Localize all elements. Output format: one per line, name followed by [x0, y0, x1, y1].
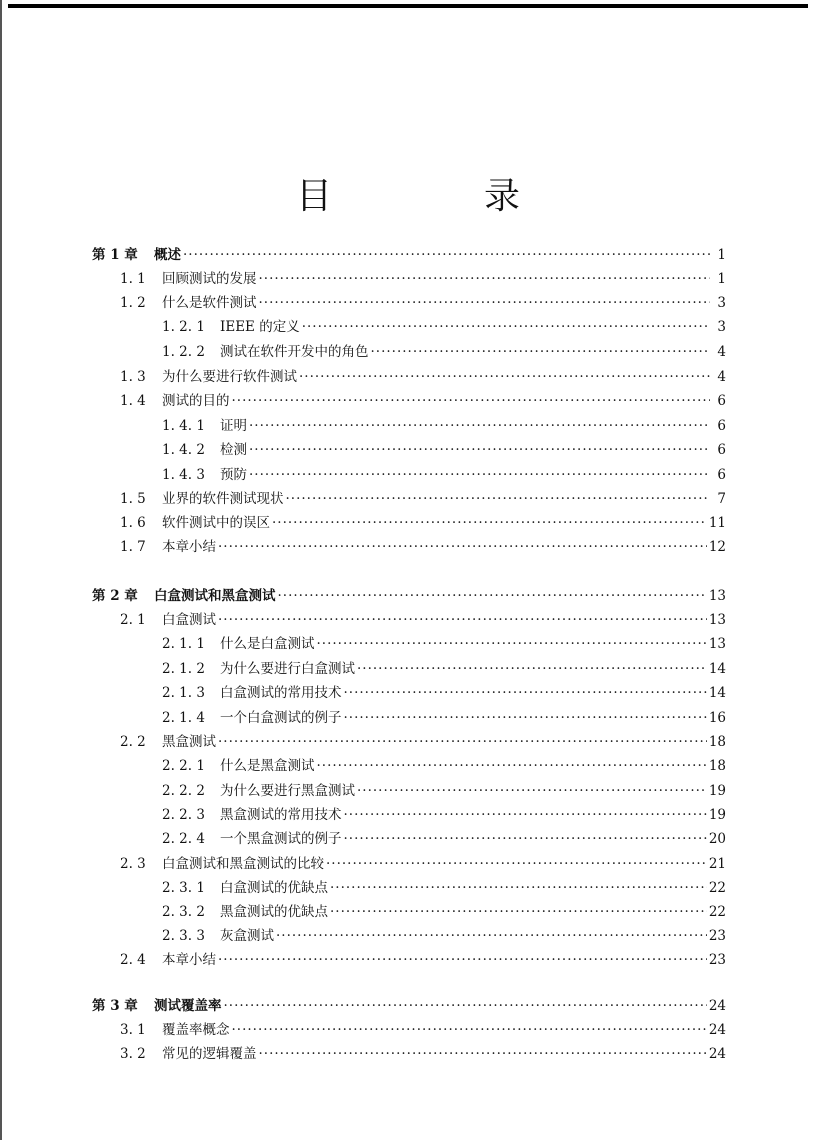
- toc-section-entry[interactable]: [162, 757, 726, 775]
- toc-section-entry[interactable]: [120, 490, 726, 508]
- toc-entry-title: 为什么要进行黑盒测试: [220, 783, 355, 799]
- toc-entry-title: 白盒测试和黑盒测试: [154, 588, 276, 604]
- toc-section-entry[interactable]: [120, 392, 726, 410]
- toc-page-number: 16: [708, 710, 726, 726]
- toc-entry-number: 1. 4. 2: [162, 442, 205, 458]
- toc-page-number: 11: [708, 515, 726, 531]
- toc-page-number: 6: [717, 467, 726, 483]
- toc-entry-title: 测试的目的: [162, 393, 230, 409]
- toc-entry-title: 黑盒测试的常用技术: [220, 807, 342, 823]
- toc-entry-number: 1. 4. 3: [162, 467, 205, 483]
- toc-entry-title: 软件测试中的误区: [162, 515, 270, 531]
- toc-entry-number: 1. 1: [120, 271, 146, 287]
- toc-section-entry[interactable]: [120, 951, 726, 969]
- toc-entry-number: 1. 5: [120, 491, 146, 507]
- toc-entry-number: 2. 2. 4: [162, 831, 205, 847]
- toc-entry-number: 第 2 章: [92, 588, 138, 604]
- toc-entry-title: 什么是白盒测试: [220, 636, 315, 652]
- toc-page-number: 6: [717, 393, 726, 409]
- toc-page-number: 13: [708, 636, 726, 652]
- toc-entry-title: 黑盒测试的优缺点: [220, 904, 328, 920]
- page-title: 目 录: [295, 176, 578, 217]
- toc-entry-number: 1. 2: [120, 295, 146, 311]
- toc-page-number: 1: [717, 247, 726, 263]
- toc-page-number: 12: [708, 539, 726, 555]
- dot-leader: [330, 903, 707, 921]
- toc-page-number: 22: [708, 880, 726, 896]
- toc-page-number: 23: [708, 952, 726, 968]
- toc-page-number: 19: [708, 807, 726, 823]
- toc-entry-title: 什么是软件测试: [162, 295, 257, 311]
- toc-section-entry[interactable]: [120, 270, 726, 288]
- toc-entry-number: 2. 4: [120, 952, 146, 968]
- toc-section-entry[interactable]: [162, 466, 726, 484]
- toc-section-entry[interactable]: [162, 417, 726, 435]
- toc-page-number: 3: [717, 319, 726, 335]
- toc-section-entry[interactable]: [162, 318, 726, 336]
- dot-leader: [344, 684, 707, 702]
- toc-section-entry[interactable]: [120, 514, 726, 532]
- toc-page-number: 18: [708, 758, 726, 774]
- toc-page-number: 24: [708, 998, 726, 1014]
- toc-section-entry[interactable]: [120, 855, 726, 873]
- toc-section-entry[interactable]: [120, 1045, 726, 1063]
- toc-entry-title: 一个白盒测试的例子: [220, 710, 342, 726]
- toc-page-number: 6: [717, 418, 726, 434]
- toc-entry-title: 本章小结: [162, 952, 216, 968]
- toc-entry-title: 黑盒测试: [162, 734, 216, 750]
- toc-section-entry[interactable]: [162, 806, 726, 824]
- toc-page-number: 4: [717, 369, 726, 385]
- toc-entry-number: 第 1 章: [92, 247, 138, 263]
- dot-leader: [249, 466, 710, 484]
- toc-section-entry[interactable]: [162, 879, 726, 897]
- dot-leader: [249, 441, 710, 459]
- dot-leader: [259, 294, 711, 312]
- toc-entry-number: 2. 3. 3: [162, 928, 205, 944]
- toc-entry-title: 预防: [220, 467, 247, 483]
- dot-leader: [259, 1045, 707, 1063]
- dot-leader: [344, 806, 707, 824]
- toc-entry-title: 为什么要进行白盒测试: [220, 661, 355, 677]
- toc-page-number: 1: [717, 271, 726, 287]
- toc-entry-title: 测试在软件开发中的角色: [220, 344, 369, 360]
- dot-leader: [302, 318, 710, 336]
- dot-leader: [344, 709, 707, 727]
- toc-entry-number: 1. 4. 1: [162, 418, 205, 434]
- toc-entry-number: 2. 1: [120, 612, 146, 628]
- dot-leader: [330, 879, 707, 897]
- toc-entry-title: 测试覆盖率: [154, 998, 222, 1014]
- dot-leader: [218, 733, 707, 751]
- toc-page-number: 3: [717, 295, 726, 311]
- toc-page-number: 24: [708, 1022, 726, 1038]
- toc-section-entry[interactable]: [162, 635, 726, 653]
- dot-leader: [278, 587, 707, 605]
- toc-entry-number: 3. 1: [120, 1022, 146, 1038]
- dot-leader: [218, 611, 707, 629]
- toc-page-number: 21: [708, 856, 726, 872]
- toc-entry-number: 2. 2: [120, 734, 146, 750]
- toc-section-entry[interactable]: [120, 538, 726, 556]
- dot-leader: [272, 514, 707, 532]
- dot-leader: [317, 635, 707, 653]
- toc-entry-title: 白盒测试的优缺点: [220, 880, 328, 896]
- toc-entry-number: 第 3 章: [92, 998, 138, 1014]
- toc-page-number: 6: [717, 442, 726, 458]
- toc-section-entry[interactable]: [120, 1021, 726, 1039]
- toc-section-entry[interactable]: [162, 441, 726, 459]
- toc-page-number: 22: [708, 904, 726, 920]
- toc-entry-title: 证明: [220, 418, 247, 434]
- toc-page-number: 18: [708, 734, 726, 750]
- toc-entry-title: 覆盖率概念: [162, 1022, 230, 1038]
- toc-page-number: 20: [708, 831, 726, 847]
- dot-leader: [317, 757, 707, 775]
- dot-leader: [218, 951, 707, 969]
- dot-leader: [218, 538, 707, 556]
- toc-entry-number: 2. 1. 3: [162, 685, 205, 701]
- toc-chapter-entry[interactable]: [92, 246, 726, 264]
- toc-section-entry[interactable]: [120, 294, 726, 312]
- toc-section-entry[interactable]: [162, 660, 726, 678]
- toc-entry-number: 2. 2. 2: [162, 783, 205, 799]
- toc-entry-number: 2. 2. 1: [162, 758, 205, 774]
- toc-entry-number: 2. 1. 2: [162, 661, 205, 677]
- dot-leader: [299, 368, 710, 386]
- dot-leader: [357, 782, 707, 800]
- toc-section-entry[interactable]: [162, 343, 726, 361]
- toc-entry-number: 1. 4: [120, 393, 146, 409]
- dot-leader: [183, 246, 710, 264]
- toc-page-number: 4: [717, 344, 726, 360]
- toc-entry-number: 2. 2. 3: [162, 807, 205, 823]
- toc-page-number: 14: [708, 661, 726, 677]
- toc-entry-title: 白盒测试: [162, 612, 216, 628]
- toc-entry-title: 概述: [154, 247, 181, 263]
- toc-section-entry[interactable]: [162, 903, 726, 921]
- toc-page-number: 13: [708, 612, 726, 628]
- toc-section-entry[interactable]: [162, 782, 726, 800]
- toc-section-entry[interactable]: [162, 684, 726, 702]
- dot-leader: [259, 270, 711, 288]
- toc-entry-number: 2. 3. 1: [162, 880, 205, 896]
- toc-section-entry[interactable]: [162, 927, 726, 945]
- dot-leader: [371, 343, 711, 361]
- toc-entry-number: 1. 3: [120, 369, 146, 385]
- toc-entry-number: 1. 2. 2: [162, 344, 205, 360]
- toc-entry-number: 2. 3. 2: [162, 904, 205, 920]
- toc-entry-title: 回顾测试的发展: [162, 271, 257, 287]
- toc-page-number: 14: [708, 685, 726, 701]
- toc-entry-title: 白盒测试和黑盒测试的比较: [162, 856, 324, 872]
- toc-section-entry[interactable]: [162, 830, 726, 848]
- toc-entry-title: 白盒测试的常用技术: [220, 685, 342, 701]
- toc-section-entry[interactable]: [120, 611, 726, 629]
- toc-entry-title: 业界的软件测试现状: [162, 491, 284, 507]
- dot-leader: [344, 830, 707, 848]
- toc-page-number: 24: [708, 1046, 726, 1062]
- toc-section-entry[interactable]: [120, 368, 726, 386]
- dot-leader: [357, 660, 707, 678]
- dot-leader: [276, 927, 707, 945]
- toc-entry-title: 什么是黑盒测试: [220, 758, 315, 774]
- toc-section-entry[interactable]: [120, 733, 726, 751]
- dot-leader: [249, 417, 710, 435]
- toc-entry-number: 1. 2. 1: [162, 319, 205, 335]
- toc-entry-number: 2. 3: [120, 856, 146, 872]
- toc-entry-number: 1. 6: [120, 515, 146, 531]
- toc-page-number: 19: [708, 783, 726, 799]
- toc-entry-number: 3. 2: [120, 1046, 146, 1062]
- toc-chapter-entry[interactable]: [92, 587, 726, 605]
- toc-entry-title: 检测: [220, 442, 247, 458]
- toc-section-entry[interactable]: [162, 709, 726, 727]
- dot-leader: [326, 855, 707, 873]
- toc-entry-title: IEEE 的定义: [220, 319, 300, 335]
- dot-leader: [232, 1021, 707, 1039]
- toc-entry-number: 1. 7: [120, 539, 146, 555]
- dot-leader: [224, 997, 707, 1015]
- dot-leader: [232, 392, 711, 410]
- toc-entry-title: 为什么要进行软件测试: [162, 369, 297, 385]
- toc-entry-title: 本章小结: [162, 539, 216, 555]
- toc-page-number: 23: [708, 928, 726, 944]
- toc-page-number: 13: [708, 588, 726, 604]
- toc-chapter-entry[interactable]: [92, 997, 726, 1015]
- toc-page-number: 7: [717, 491, 726, 507]
- toc-entry-title: 灰盒测试: [220, 928, 274, 944]
- toc-entry-title: 一个黑盒测试的例子: [220, 831, 342, 847]
- toc-entry-number: 2. 1. 1: [162, 636, 205, 652]
- toc-entry-title: 常见的逻辑覆盖: [162, 1046, 257, 1062]
- dot-leader: [286, 490, 711, 508]
- toc-entry-number: 2. 1. 4: [162, 710, 205, 726]
